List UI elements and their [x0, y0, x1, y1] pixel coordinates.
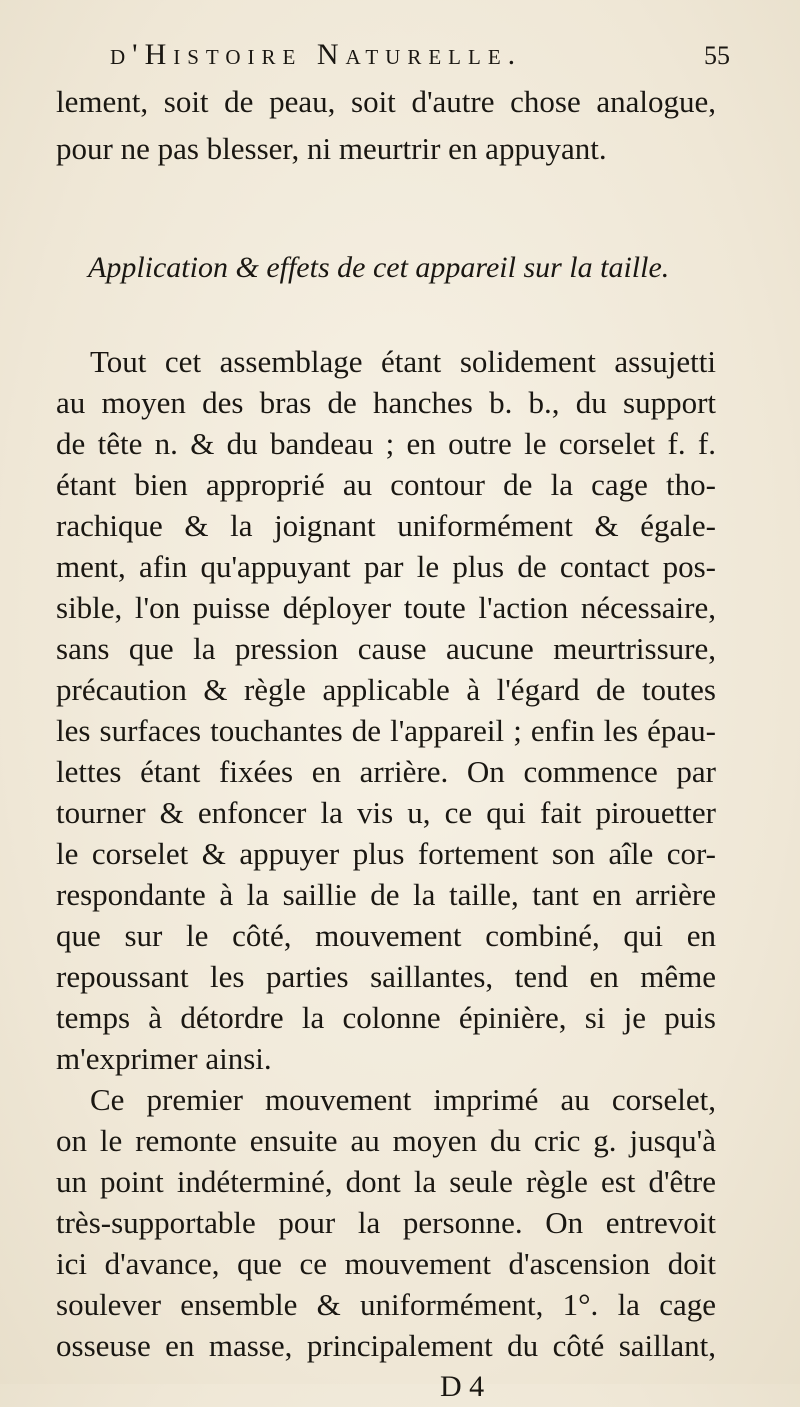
text-line: les surfaces touchantes de l'appareil ; enfin les épau-	[56, 713, 716, 748]
text-line: pour ne pas blesser, ni meurtrir en appuyant.	[56, 131, 607, 166]
text-line: le corselet & appuyer plus fortement son aîle cor-	[56, 836, 716, 871]
text-line: que sur le côté, mouvement combiné, qui en	[56, 918, 716, 953]
text-line: sans que la pression cause aucune meurtrissure,	[56, 631, 716, 666]
section-heading: Application & effets de cet appareil sur la taille.	[88, 251, 670, 284]
text-line: lettes étant fixées en arrière. On commence par	[56, 754, 716, 789]
text-line: ici d'avance, que ce mouvement d'ascension doit	[56, 1246, 716, 1281]
text-line: rachique & la joignant uniformément & égale-	[56, 508, 716, 543]
text-line: étant bien approprié au contour de la cage tho-	[56, 467, 716, 502]
text-line: on le remonte ensuite au moyen du cric g. jusqu'à	[56, 1123, 716, 1158]
text-line: ment, afin qu'appuyant par le plus de contact pos-	[56, 549, 716, 584]
text-line: osseuse en masse, principalement du côté saillant,	[56, 1328, 716, 1363]
text-line: très-supportable pour la personne. On entrevoit	[56, 1205, 716, 1240]
text-line: au moyen des bras de hanches b. b., du support	[56, 385, 716, 420]
running-head	[110, 38, 730, 78]
text-line: précaution & règle applicable à l'égard de toutes	[56, 672, 716, 707]
text-line: repoussant les parties saillantes, tend en même	[56, 959, 716, 994]
page-number: 55	[704, 41, 730, 70]
text-line: Ce premier mouvement imprimé au corselet,	[90, 1082, 716, 1117]
text-line: sible, l'on puisse déployer toute l'action nécessaire,	[56, 590, 716, 625]
text-line: respondante à la saillie de la taille, tant en arrière	[56, 877, 716, 912]
running-head-title: d'Histoire Naturelle.	[110, 38, 523, 71]
signature-mark: D 4	[440, 1370, 485, 1403]
text-line: tourner & enfoncer la vis u, ce qui fait pirouetter	[56, 795, 716, 830]
text-line: soulever ensemble & uniformément, 1°. la cage	[56, 1287, 716, 1322]
text-line: de tête n. & du bandeau ; en outre le corselet f. f.	[56, 426, 716, 461]
text-line: m'exprimer ainsi.	[56, 1041, 272, 1076]
text-line: Tout cet assemblage étant solidement assujetti	[90, 344, 716, 379]
text-line: un point indéterminé, dont la seule règle est d'être	[56, 1164, 716, 1199]
text-line: temps à détordre la colonne épinière, si je puis	[56, 1000, 716, 1035]
text-line: lement, soit de peau, soit d'autre chose analogue,	[56, 84, 716, 119]
